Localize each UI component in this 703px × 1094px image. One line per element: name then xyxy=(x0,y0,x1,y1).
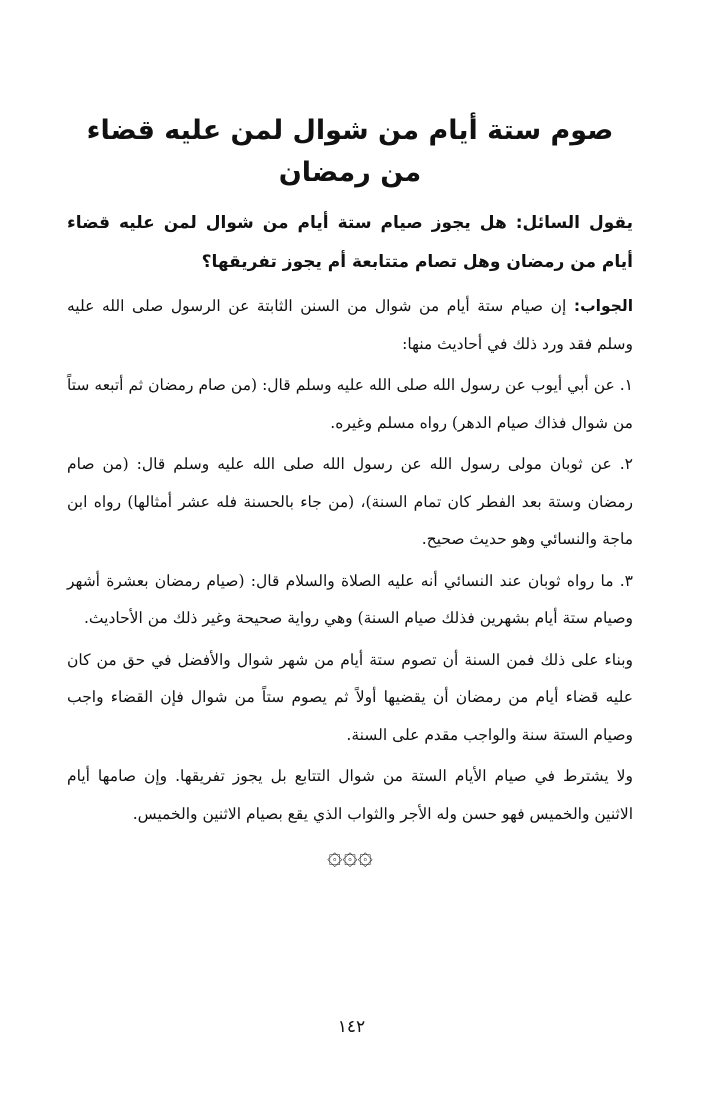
answer-paragraph xyxy=(67,288,633,363)
page-content xyxy=(67,110,633,871)
ornament-divider-icon: ۞۞۞ xyxy=(327,841,373,871)
conclusion-paragraph: وبناء على ذلك فمن السنة أن تصوم ستة أيام من شهر شوال والأفضل في حق من كان عليه قضاء أيام من رمضان أن يقضيها أولاً ثم يصوم ستاً من شوال فإن القضاء واجب وصيام الستة سنة والواجب مقدم على السنة. xyxy=(67,650,633,744)
question-text: هل يجوز صيام ستة أيام من شوال لمن عليه قضاء أيام من رمضان وهل تصام متتابعة أم يجوز تفريقها؟ xyxy=(67,213,633,272)
page-title: صوم ستة أيام من شوال لمن عليه قضاء من رمضان xyxy=(86,115,614,188)
answer-label: الجواب: xyxy=(573,297,634,315)
question-paragraph xyxy=(67,204,633,282)
answer-text: إن صيام ستة أيام من شوال من السنن الثابتة عن الرسول صلى الله عليه وسلم فقد ورد ذلك في أحاديث منها: xyxy=(67,297,633,353)
closing-paragraph: ولا يشترط في صيام الأيام الستة من شوال التتابع بل يجوز تفريقها. وإن صامها أيام الاثنين والخميس فهو حسن وله الأجر والثواب الذي يقع بصيام الاثنين والخميس. xyxy=(67,767,633,823)
hadith-item-2: ٢. عن ثوبان مولى رسول الله عن رسول الله صلى الله عليه وسلم قال: (من صام رمضان وستة بعد الفطر كان تمام السنة)، (من جاء بالحسنة فله عشر أمثالها) رواه ابن ماجة والنسائي وهو حديث صحيح. xyxy=(67,455,633,548)
page-number: ١٤٢ xyxy=(337,1017,366,1037)
hadith-item-1: ١. عن أبي أيوب عن رسول الله صلى الله عليه وسلم قال: (من صام رمضان ثم أتبعه ستاً من شوال فذاك صيام الدهر) رواه مسلم وغيره. xyxy=(67,376,633,432)
question-label: يقول السائل: xyxy=(515,213,633,233)
hadith-item-3: ٣. ما رواه ثوبان عند النسائي أنه عليه الصلاة والسلام قال: (صيام رمضان بعشرة أشهر وصيام ستة أيام بشهرين فذلك صيام السنة) وهي رواية صحيحة وغير ذلك من الأحاديث. xyxy=(67,571,633,627)
